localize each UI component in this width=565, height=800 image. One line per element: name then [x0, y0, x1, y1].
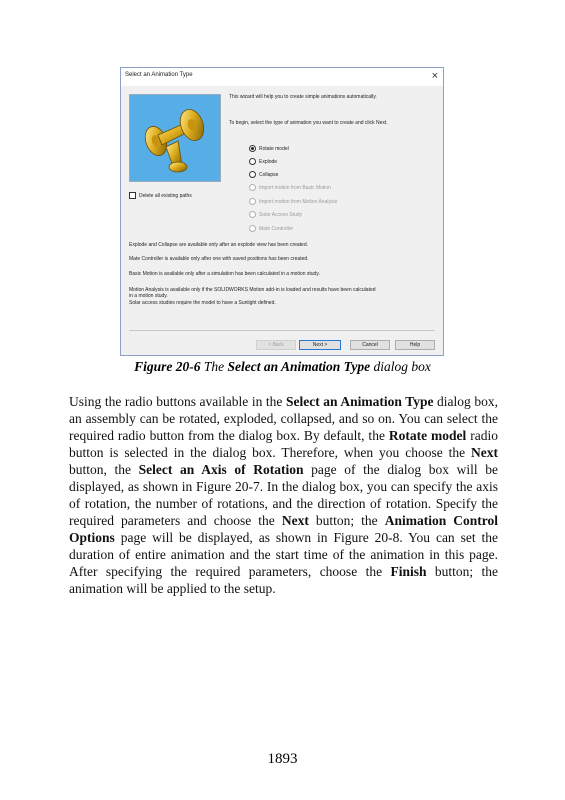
caption-figure-number: Figure 20-6 [134, 359, 201, 374]
caption-dialog-name: Select an Animation Type [227, 359, 371, 374]
note-explode-collapse: Explode and Collapse are available only after an explode view has been created. [129, 242, 309, 248]
caption-rest: dialog box [370, 359, 431, 374]
radio-label: Collapse [259, 171, 279, 178]
caption-the: The [200, 359, 228, 374]
wizard-instruction-line: To begin, select the type of animation you want to create and click Next. [229, 120, 388, 126]
text-run: dialog box, an assembly can be rotated, exploded, collapsed, and so on. You can select the required radio button from the dialog box. By default, the [69, 394, 499, 443]
radio-explode[interactable] [249, 158, 277, 165]
delete-paths-checkbox[interactable] [129, 192, 136, 199]
radio-button [249, 184, 256, 191]
radio-collapse[interactable] [249, 171, 278, 178]
dialog-separator [129, 330, 435, 331]
note-solar-access: Solar access studies require the model to have a Sunlight defined. [129, 300, 276, 306]
bold-term: Rotate model [388, 428, 467, 443]
model-preview-image [129, 94, 221, 182]
back-button[interactable]: < Back [256, 340, 296, 350]
radio-label: Import motion from Motion Analysis [259, 198, 338, 205]
cancel-button[interactable]: Cancel [350, 340, 390, 350]
delete-paths-checkbox-row[interactable] [129, 192, 192, 199]
text-run: page of the dialog box will be displayed, as shown in Figure 20-7. In the dialog box, you can specify the axis of rotation, the number of rotations, and the direction of rotation. Specify the required parameters and choose the [69, 462, 499, 528]
note-mate-controller: Mate Controller is available only after one with saved positions has been created. [129, 256, 309, 262]
radio-import-motion-analysis [249, 198, 337, 205]
bold-term: Next [471, 445, 498, 460]
note-basic-motion: Basic Motion is available only after a simulation has been calculated in a motion study. [129, 271, 320, 277]
bold-term: Select an Animation Type [285, 394, 434, 409]
radio-button [249, 225, 256, 232]
select-animation-type-dialog [120, 67, 444, 356]
wizard-intro-line: This wizard will help you to create simple animations automatically. [229, 94, 377, 100]
bold-term: Animation Control Options [69, 513, 498, 545]
radio-button[interactable] [249, 158, 256, 165]
text-run: button; the animation will be applied to the setup. [69, 564, 498, 596]
radio-button[interactable] [249, 171, 256, 178]
bold-term: Finish [390, 564, 427, 579]
figure-caption [0, 359, 565, 375]
next-button[interactable]: Next > [299, 340, 341, 350]
bold-term: Next [281, 513, 309, 528]
radio-rotate-model[interactable] [249, 145, 289, 152]
radio-button [249, 198, 256, 205]
help-button[interactable]: Help [395, 340, 435, 350]
note-motion-analysis-cont: in a motion study. [129, 293, 168, 299]
text-run: Using the radio buttons available in the [69, 394, 286, 409]
dialog-title: Select an Animation Type [125, 72, 193, 78]
delete-paths-label: Delete all existing paths [139, 192, 192, 199]
bold-term: Select an Axis of Rotation [138, 462, 304, 477]
dialog-titlebar [121, 68, 443, 86]
radio-label: Mate Controller [259, 225, 294, 232]
radio-solar-access-study [249, 211, 302, 218]
radio-label: Solar Access Study [259, 211, 303, 218]
body-paragraph [69, 393, 498, 597]
text-run: page will be displayed, as shown in Figure 20-8. You can set the duration of entire animation and the start time of the animation in this page. After specifying the required parameters, choose the [69, 530, 498, 579]
note-motion-analysis: Motion Analysis is available only if the SOLIDWORKS Motion add-in is loaded and results have been calculated [129, 287, 376, 293]
radio-button [249, 211, 256, 218]
radio-label: Import motion from Basic Motion [259, 184, 331, 191]
radio-label: Rotate model [259, 145, 289, 152]
radio-mate-controller [249, 225, 293, 232]
text-run: radio button is selected in the dialog box. Therefore, when you choose the [69, 428, 498, 460]
text-run: button; the [308, 513, 385, 528]
page-number: 1893 [267, 751, 298, 767]
radio-button[interactable] [249, 145, 256, 152]
close-icon[interactable]: × [431, 70, 438, 82]
text-run: button, the [69, 462, 139, 477]
radio-import-basic-motion [249, 184, 331, 191]
assembly-model-icon [130, 95, 220, 181]
radio-label: Explode [259, 158, 278, 165]
